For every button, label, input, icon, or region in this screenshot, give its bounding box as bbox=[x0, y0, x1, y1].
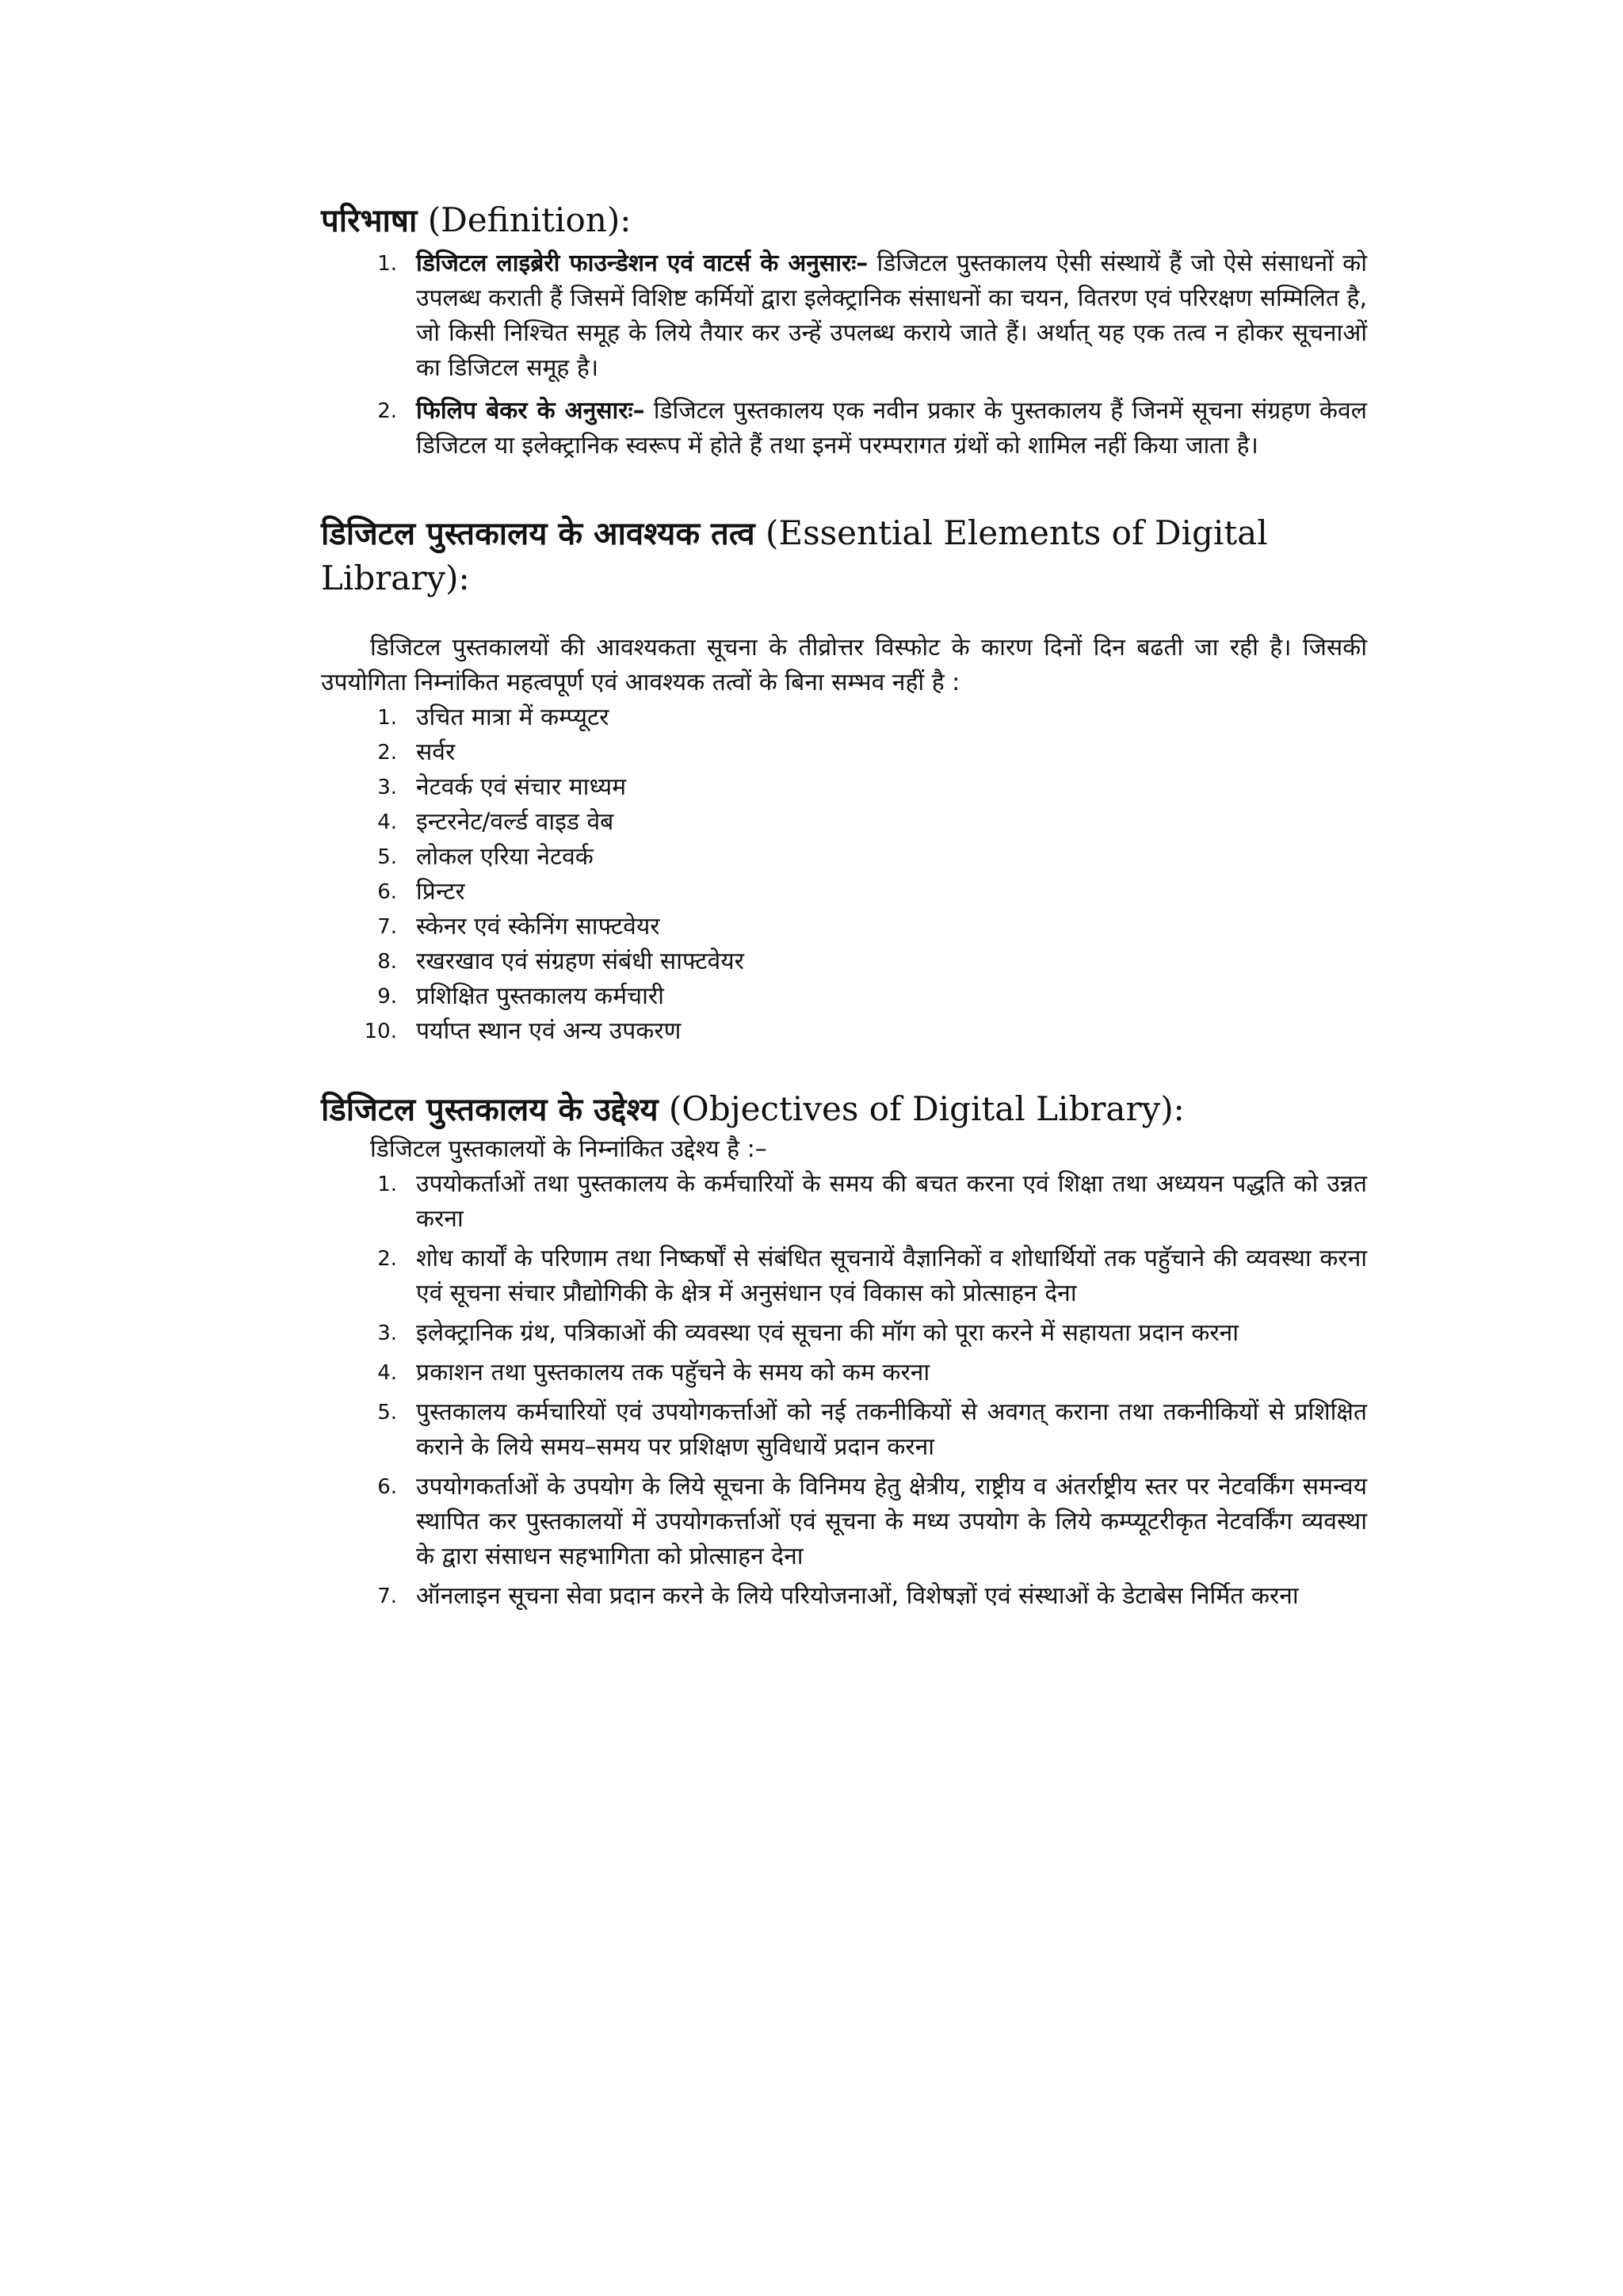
item-text: स्केनर एवं स्केनिंग साफ्टवेयर bbox=[416, 913, 660, 940]
item-text: नेटवर्क एवं संचार माध्यम bbox=[416, 773, 627, 801]
list-item bbox=[321, 1241, 1367, 1311]
item-number: 5. bbox=[377, 1401, 397, 1425]
list-item bbox=[321, 1579, 1367, 1614]
definition-heading-english: (Definition): bbox=[427, 200, 632, 239]
list-item bbox=[321, 246, 1367, 386]
document-content bbox=[321, 198, 1367, 1614]
item-number: 7. bbox=[377, 915, 397, 939]
item-number: 1. bbox=[377, 252, 397, 276]
list-item bbox=[321, 1395, 1367, 1465]
item-text: इन्टरनेट/वर्ल्ड वाइड वेब bbox=[416, 808, 614, 836]
item-text: लोकल एरिया नेटवर्क bbox=[416, 843, 594, 871]
list-item bbox=[321, 840, 1367, 875]
item-number: 2. bbox=[377, 741, 397, 765]
definition-heading bbox=[321, 198, 1367, 243]
list-item bbox=[321, 735, 1367, 770]
item-definition: डिजिटल पुस्तकालय ऐसी संस्थायें हैं जो ऐसे संसाधनों को उपलब्ध कराती हैं जिसमें विशिष्ट कर्मियों द्वारा इलेक्ट्रानिक संसाधनों का चयन, वितरण एवं परिरक्षण सम्मिलित है, जो किसी निश्चित समूह के लिये तैयार कर उन्हें उपलब्ध कराये जाते हैं। अर्थात् यह एक तत्व न होकर सूचनाओं का डिजिटल समूह है। bbox=[416, 250, 1367, 382]
definition-heading-hindi: परिभाषा bbox=[321, 203, 418, 239]
elements-heading bbox=[321, 511, 1367, 601]
item-number: 6. bbox=[377, 880, 397, 904]
item-number: 9. bbox=[377, 985, 397, 1009]
list-item bbox=[321, 394, 1367, 463]
item-text: ऑनलाइन सूचना सेवा प्रदान करने के लिये परियोजनाओं, विशेषज्ञों एवं संस्थाओं के डेटाबेस निर्मित करना bbox=[416, 1582, 1299, 1610]
item-number: 2. bbox=[377, 399, 397, 423]
item-number: 10. bbox=[364, 1020, 397, 1043]
list-item bbox=[321, 1014, 1367, 1049]
item-number: 5. bbox=[377, 845, 397, 869]
elements-heading-english: (Essential Elements of Digital Library): bbox=[321, 513, 1268, 597]
item-source: फिलिप बेकर के अनुसारः– bbox=[416, 397, 645, 425]
list-item bbox=[321, 944, 1367, 979]
item-number: 4. bbox=[377, 1361, 397, 1385]
list-item bbox=[321, 1470, 1367, 1574]
elements-heading-hindi: डिजिटल पुस्तकालय के आवश्यक तत्व bbox=[321, 516, 755, 552]
item-text: पर्याप्त स्थान एवं अन्य उपकरण bbox=[416, 1017, 682, 1045]
item-number: 1. bbox=[377, 1173, 397, 1196]
list-item bbox=[321, 979, 1367, 1014]
item-number: 1. bbox=[377, 706, 397, 730]
item-text: शोध कार्यों के परिणाम तथा निष्कर्षों से संबंधित सूचनायें वैज्ञानिकों व शोधार्थियों तक पहुॅचाने की व्यवस्था करना एवं सूचना संचार प्रौद्योगिकी के क्षेत्र में अनुसंधान एवं विकास को प्रोत्साहन देना bbox=[416, 1245, 1367, 1307]
item-text: सर्वर bbox=[416, 738, 456, 766]
item-text: प्रकाशन तथा पुस्तकालय तक पहुॅचने के समय को कम करना bbox=[416, 1359, 930, 1386]
item-number: 4. bbox=[377, 810, 397, 834]
item-text: उपयोकर्ताओं तथा पुस्तकालय के कर्मचारियों के समय की बचत करना एवं शिक्षा तथा अध्ययन पद्धति को उन्नत करना bbox=[416, 1170, 1367, 1233]
item-text: प्रिन्टर bbox=[416, 878, 465, 906]
definition-list bbox=[321, 246, 1367, 463]
item-text: इलेक्ट्रानिक ग्रंथ, पत्रिकाओं की व्यवस्था एवं सूचना की मॉग को पूरा करने में सहायता प्रदान करना bbox=[416, 1319, 1239, 1347]
list-item bbox=[321, 805, 1367, 840]
item-text: रखरखाव एवं संग्रहण संबंधी साफ्टवेयर bbox=[416, 948, 744, 975]
item-number: 2. bbox=[377, 1247, 397, 1271]
list-item bbox=[321, 1167, 1367, 1237]
item-text bbox=[416, 394, 1367, 463]
item-number: 3. bbox=[377, 1322, 397, 1345]
item-text: उचित मात्रा में कम्प्यूटर bbox=[416, 704, 609, 731]
objectives-heading-english: (Objectives of Digital Library): bbox=[668, 1089, 1185, 1128]
item-number: 3. bbox=[377, 776, 397, 799]
elements-intro: डिजिटल पुस्तकालयों की आवश्यकता सूचना के तीव्रोत्तर विस्फोट के कारण दिनों दिन बढती जा रही है। जिसकी उपयोगिता निम्नांकित महत्वपूर्ण एवं आवश्यक तत्वों के बिना सम्भव नहीं है : bbox=[321, 634, 1367, 696]
item-definition: डिजिटल पुस्तकालय एक नवीन प्रकार के पुस्तकालय हैं जिनमें सूचना संग्रहण केवल डिजिटल या इलेक्ट्रानिक स्वरूप में होते हैं तथा इनमें परम्परागत ग्रंथों को शामिल नहीं किया जाता है। bbox=[416, 397, 1367, 460]
list-item bbox=[321, 770, 1367, 805]
item-source: डिजिटल लाइब्रेरी फाउन्डेशन एवं वाटर्स के अनुसारः– bbox=[416, 250, 869, 277]
list-item bbox=[321, 700, 1367, 735]
objectives-heading-hindi: डिजिटल पुस्तकालय के उद्देश्य bbox=[321, 1092, 659, 1128]
item-number: 8. bbox=[377, 950, 397, 974]
list-item bbox=[321, 1356, 1367, 1390]
item-text bbox=[416, 246, 1367, 386]
list-item bbox=[321, 1316, 1367, 1351]
elements-list bbox=[321, 700, 1367, 1049]
objectives-lead: डिजिटल पुस्तकालयों के निम्नांकित उद्देश्य है :– bbox=[370, 1135, 767, 1163]
list-item bbox=[321, 875, 1367, 910]
item-number: 6. bbox=[377, 1475, 397, 1499]
objectives-heading bbox=[321, 1087, 1367, 1132]
objectives-list bbox=[321, 1167, 1367, 1614]
list-item bbox=[321, 910, 1367, 944]
item-number: 7. bbox=[377, 1585, 397, 1608]
item-text: प्रशिक्षित पुस्तकालय कर्मचारी bbox=[416, 982, 664, 1010]
item-text: उपयोगकर्ताओं के उपयोग के लिये सूचना के विनिमय हेतु क्षेत्रीय, राष्ट्रीय व अंतर्राष्ट्रीय स्तर पर नेटवर्किंग समन्वय स्थापित कर पुस्तकालयों में उपयोगकर्त्ताओं एवं सूचना के मध्य उपयोग के लिये कम्प्यूटरीकृत नेटवर्किंग व्यवस्था के द्वारा संसाधन सहभागिता को प्रोत्साहन देना bbox=[416, 1473, 1367, 1570]
item-text: पुस्तकालय कर्मचारियों एवं उपयोगकर्त्ताओं को नई तकनीकियों से अवगत् कराना तथा तकनीकियों से प्रशिक्षित कराने के लिये समय–समय पर प्रशिक्षण सुविधायें प्रदान करना bbox=[416, 1398, 1367, 1461]
